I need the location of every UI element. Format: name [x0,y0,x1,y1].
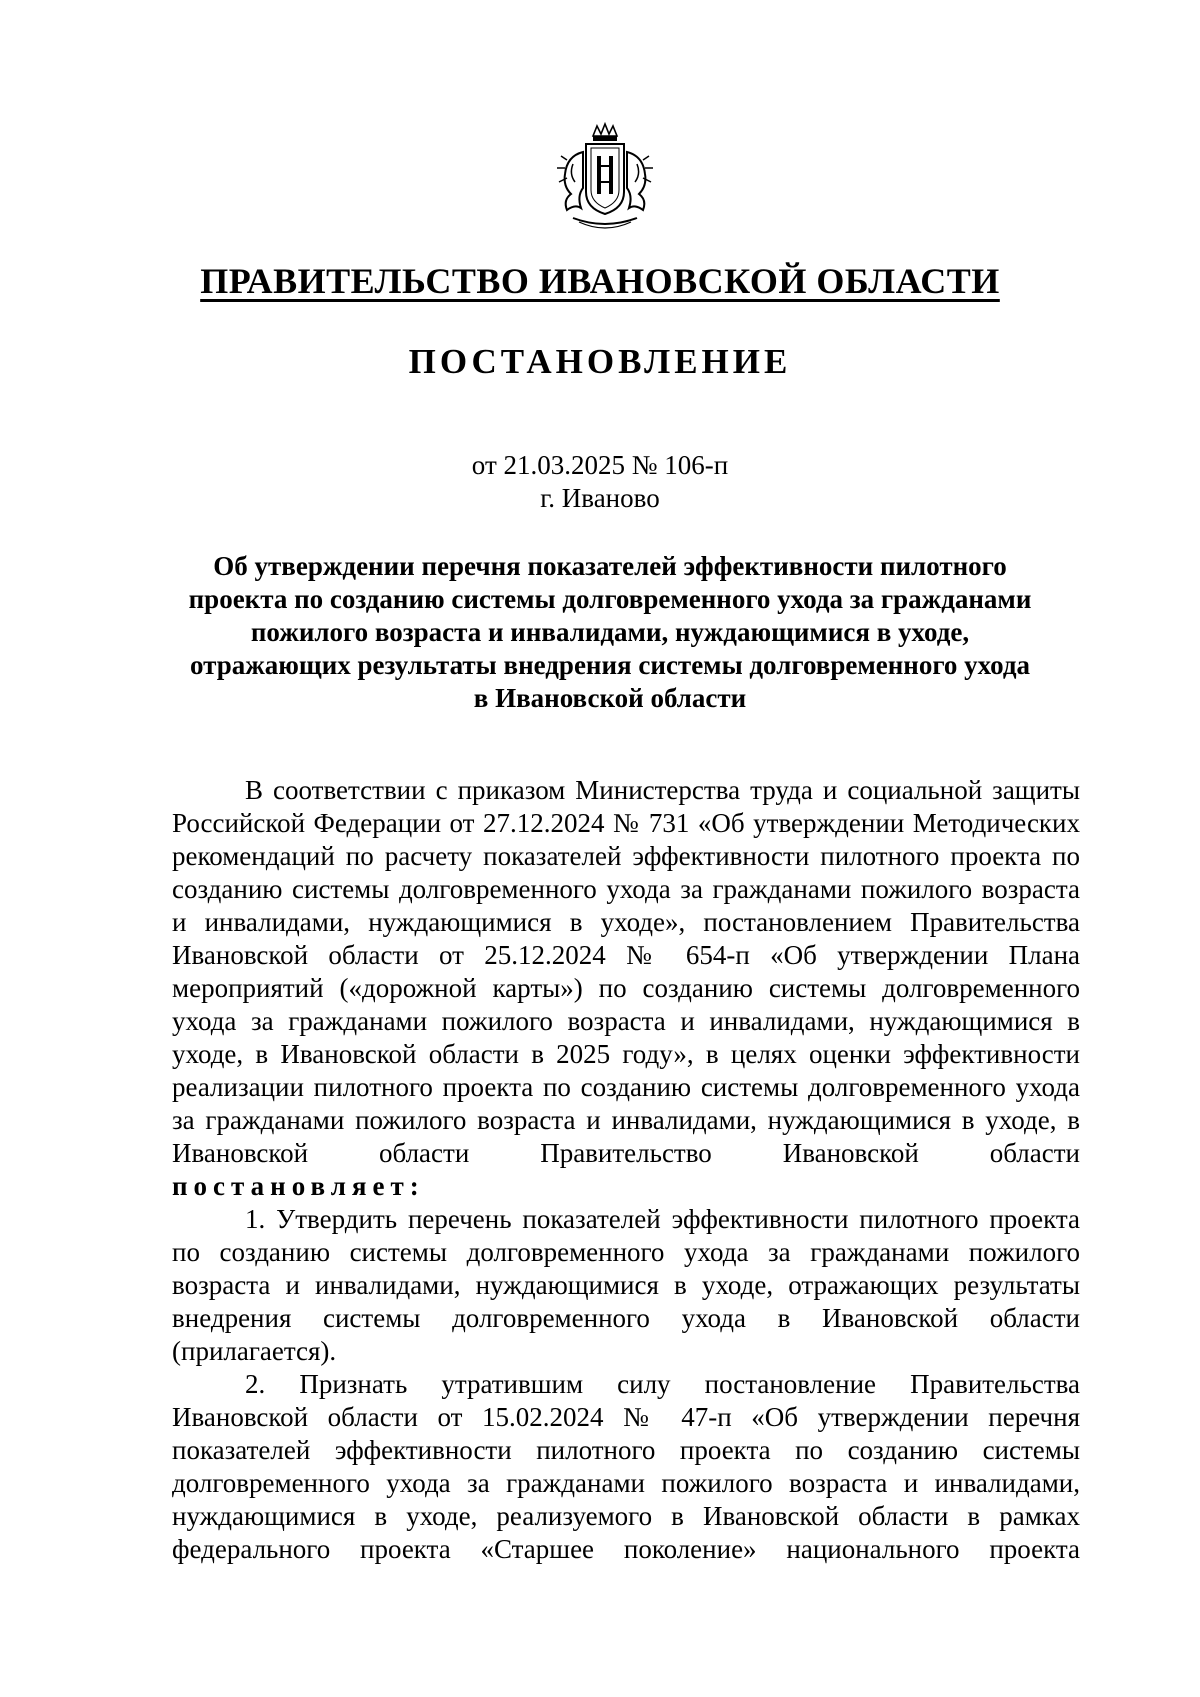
heading-line: пожилого возраста и инвалидами, нуждающимися в уходе, [250,617,970,647]
heading-line: проекта по созданию системы долговременного ухода за гражданами [188,584,1032,614]
document-type: ПОСТАНОВЛЕНИЕ [408,342,792,381]
preamble-paragraph [172,774,1080,1203]
heading-line: отражающих результаты внедрения системы долговременного ухода [189,650,1031,680]
organization-title: ПРАВИТЕЛЬСТВО ИВАНОВСКОЙ ОБЛАСТИ [200,261,1000,301]
clause-1-paragraph: 1. Утвердить перечень показателей эффективности пилотного проекта по созданию системы долговременного ухода за гражданами пожилого возраста и инвалидами, нуждающимися в уходе, отражающих результаты внедрения системы долговременного ухода в Ивановской области (прилагается). [172,1204,1080,1366]
coat-of-arms-emblem [553,122,657,234]
document-body [172,774,1080,1566]
heading-line: в Ивановской области [473,683,747,713]
document-city: г. Иваново [540,483,660,513]
heading-line: Об утверждении перечня показателей эффективности пилотного [213,551,1007,581]
decree-word: постановляет: [172,1171,425,1201]
clause-2-paragraph: 2. Признать утратившим силу постановление Правительства Ивановской области от 15.02.2024 № 47-п «Об утверждении перечня показателей эффективности пилотного проекта по созданию системы долговременного ухода за гражданами пожилого возраста и инвалидами, нуждающимися в уходе, реализуемого в Ивановской области в рамках федерального проекта «Старшее поколение» национального проекта [172,1369,1080,1564]
document-heading [160,550,1060,715]
preamble-text: В соответствии с приказом Министерства труда и социальной защиты Российской Федерации от 27.12.2024 № 731 «Об утверждении Методических рекомендаций по расчету показателей эффективности пилотного проекта по созданию системы долговременного ухода за гражданами пожилого возраста и инвалидами, нуждающимися в уходе», постановлением Правительства Ивановской области от 25.12.2024 № 654-п «Об утверждении Плана мероприятий («дорожной карты») по созданию системы долговременного ухода за гражданами пожилого возраста и инвалидами, нуждающимися в уходе, в Ивановской области в 2025 году», в целях оценки эффективности реализации пилотного проекта по созданию системы долговременного ухода за гражданами пожилого возраста и инвалидами, нуждающимися в уходе, в Ивановской области Правительство Ивановской области [172,775,1080,1168]
document-date-number: от 21.03.2025 № 106-п [471,450,729,480]
